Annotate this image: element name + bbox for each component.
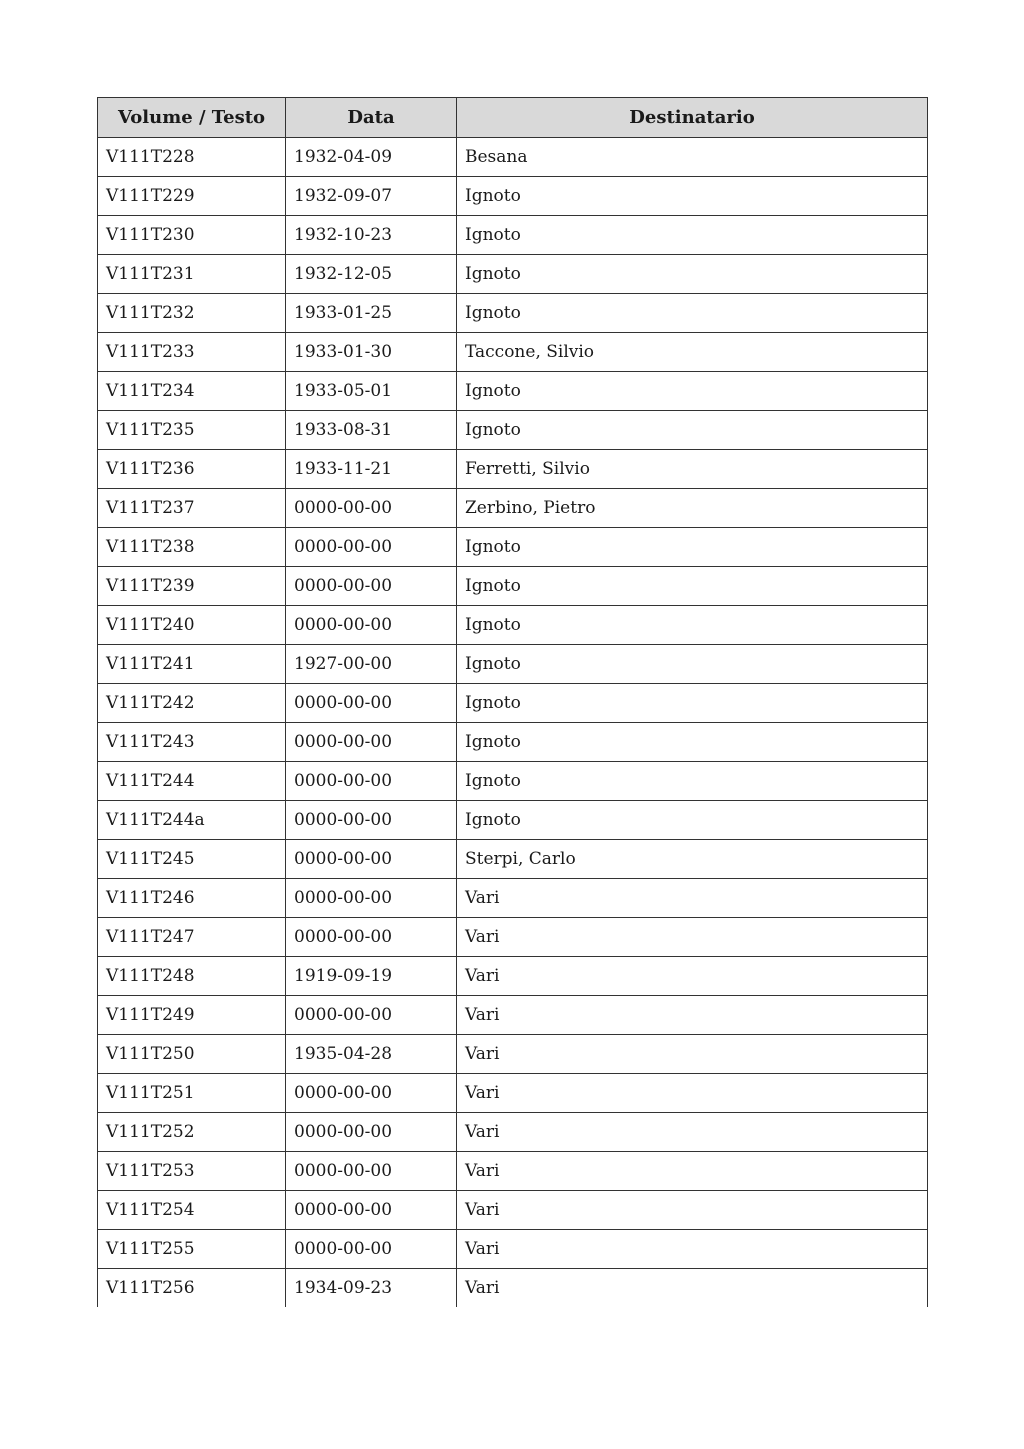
cell-volume-testo: V111T234 xyxy=(98,372,286,411)
table-row xyxy=(98,1191,928,1230)
cell-volume-testo: V111T248 xyxy=(98,957,286,996)
cell-volume-testo: V111T239 xyxy=(98,567,286,606)
cell-data: 0000-00-00 xyxy=(286,879,457,918)
cell-data: 1919-09-19 xyxy=(286,957,457,996)
cell-destinatario: Vari xyxy=(457,996,928,1035)
cell-data: 0000-00-00 xyxy=(286,918,457,957)
table-row xyxy=(98,372,928,411)
cell-data: 0000-00-00 xyxy=(286,723,457,762)
cell-data: 1932-04-09 xyxy=(286,138,457,177)
cell-destinatario: Ignoto xyxy=(457,372,928,411)
cell-volume-testo: V111T244 xyxy=(98,762,286,801)
cell-destinatario: Ignoto xyxy=(457,723,928,762)
table-row xyxy=(98,684,928,723)
cell-data: 0000-00-00 xyxy=(286,1074,457,1113)
cell-destinatario: Vari xyxy=(457,1191,928,1230)
table-row xyxy=(98,138,928,177)
cell-destinatario: Vari xyxy=(457,1269,928,1308)
cell-data: 0000-00-00 xyxy=(286,762,457,801)
cell-data: 1932-10-23 xyxy=(286,216,457,255)
cell-volume-testo: V111T232 xyxy=(98,294,286,333)
table-row xyxy=(98,255,928,294)
cell-data: 0000-00-00 xyxy=(286,840,457,879)
cell-data: 0000-00-00 xyxy=(286,1230,457,1269)
cell-destinatario: Ferretti, Silvio xyxy=(457,450,928,489)
cell-destinatario: Vari xyxy=(457,1113,928,1152)
cell-data: 1933-01-25 xyxy=(286,294,457,333)
cell-volume-testo: V111T235 xyxy=(98,411,286,450)
cell-data: 0000-00-00 xyxy=(286,996,457,1035)
column-header-data: Data xyxy=(286,98,457,138)
cell-volume-testo: V111T240 xyxy=(98,606,286,645)
table-row xyxy=(98,216,928,255)
table-row xyxy=(98,840,928,879)
table-row xyxy=(98,801,928,840)
cell-volume-testo: V111T230 xyxy=(98,216,286,255)
cell-destinatario: Ignoto xyxy=(457,645,928,684)
table-row xyxy=(98,1152,928,1191)
cell-volume-testo: V111T251 xyxy=(98,1074,286,1113)
cell-data: 0000-00-00 xyxy=(286,1191,457,1230)
column-header-volume-testo: Volume / Testo xyxy=(98,98,286,138)
cell-volume-testo: V111T236 xyxy=(98,450,286,489)
cell-volume-testo: V111T249 xyxy=(98,996,286,1035)
cell-data: 1932-09-07 xyxy=(286,177,457,216)
table-row xyxy=(98,606,928,645)
cell-data: 0000-00-00 xyxy=(286,528,457,567)
cell-data: 1927-00-00 xyxy=(286,645,457,684)
table-row xyxy=(98,450,928,489)
cell-data: 1932-12-05 xyxy=(286,255,457,294)
table-row xyxy=(98,1113,928,1152)
cell-destinatario: Vari xyxy=(457,918,928,957)
cell-volume-testo: V111T238 xyxy=(98,528,286,567)
cell-data: 0000-00-00 xyxy=(286,1113,457,1152)
table-row xyxy=(98,177,928,216)
cell-destinatario: Zerbino, Pietro xyxy=(457,489,928,528)
cell-data: 1933-08-31 xyxy=(286,411,457,450)
table-row xyxy=(98,957,928,996)
records-table xyxy=(97,97,928,1307)
cell-destinatario: Ignoto xyxy=(457,528,928,567)
table-row xyxy=(98,996,928,1035)
table-row xyxy=(98,723,928,762)
cell-destinatario: Vari xyxy=(457,1152,928,1191)
table-row xyxy=(98,411,928,450)
cell-volume-testo: V111T253 xyxy=(98,1152,286,1191)
cell-data: 1933-01-30 xyxy=(286,333,457,372)
table-row xyxy=(98,1269,928,1308)
table-row xyxy=(98,879,928,918)
cell-destinatario: Besana xyxy=(457,138,928,177)
table-header-row xyxy=(98,98,928,138)
cell-volume-testo: V111T254 xyxy=(98,1191,286,1230)
cell-destinatario: Vari xyxy=(457,957,928,996)
cell-data: 0000-00-00 xyxy=(286,801,457,840)
table-row xyxy=(98,489,928,528)
cell-destinatario: Ignoto xyxy=(457,216,928,255)
table-body xyxy=(98,138,928,1308)
cell-volume-testo: V111T252 xyxy=(98,1113,286,1152)
cell-destinatario: Ignoto xyxy=(457,801,928,840)
cell-data: 0000-00-00 xyxy=(286,489,457,528)
cell-volume-testo: V111T241 xyxy=(98,645,286,684)
cell-destinatario: Taccone, Silvio xyxy=(457,333,928,372)
cell-destinatario: Ignoto xyxy=(457,177,928,216)
cell-data: 0000-00-00 xyxy=(286,606,457,645)
cell-destinatario: Ignoto xyxy=(457,294,928,333)
cell-volume-testo: V111T243 xyxy=(98,723,286,762)
cell-volume-testo: V111T256 xyxy=(98,1269,286,1308)
cell-destinatario: Vari xyxy=(457,879,928,918)
cell-data: 1933-05-01 xyxy=(286,372,457,411)
table-row xyxy=(98,1035,928,1074)
cell-volume-testo: V111T244a xyxy=(98,801,286,840)
table-row xyxy=(98,645,928,684)
cell-volume-testo: V111T247 xyxy=(98,918,286,957)
cell-data: 0000-00-00 xyxy=(286,567,457,606)
cell-data: 1933-11-21 xyxy=(286,450,457,489)
table-row xyxy=(98,762,928,801)
cell-data: 1934-09-23 xyxy=(286,1269,457,1308)
table-row xyxy=(98,918,928,957)
table-row xyxy=(98,567,928,606)
table-row xyxy=(98,1230,928,1269)
cell-volume-testo: V111T233 xyxy=(98,333,286,372)
cell-destinatario: Ignoto xyxy=(457,684,928,723)
cell-destinatario: Ignoto xyxy=(457,762,928,801)
cell-volume-testo: V111T245 xyxy=(98,840,286,879)
cell-destinatario: Vari xyxy=(457,1035,928,1074)
cell-destinatario: Vari xyxy=(457,1230,928,1269)
cell-destinatario: Ignoto xyxy=(457,567,928,606)
cell-volume-testo: V111T229 xyxy=(98,177,286,216)
table-row xyxy=(98,1074,928,1113)
cell-volume-testo: V111T250 xyxy=(98,1035,286,1074)
cell-destinatario: Sterpi, Carlo xyxy=(457,840,928,879)
cell-destinatario: Ignoto xyxy=(457,411,928,450)
cell-volume-testo: V111T255 xyxy=(98,1230,286,1269)
cell-volume-testo: V111T242 xyxy=(98,684,286,723)
cell-volume-testo: V111T237 xyxy=(98,489,286,528)
cell-data: 0000-00-00 xyxy=(286,1152,457,1191)
table-row xyxy=(98,294,928,333)
cell-data: 0000-00-00 xyxy=(286,684,457,723)
cell-volume-testo: V111T228 xyxy=(98,138,286,177)
cell-volume-testo: V111T231 xyxy=(98,255,286,294)
cell-volume-testo: V111T246 xyxy=(98,879,286,918)
cell-destinatario: Vari xyxy=(457,1074,928,1113)
cell-destinatario: Ignoto xyxy=(457,606,928,645)
cell-destinatario: Ignoto xyxy=(457,255,928,294)
table-row xyxy=(98,528,928,567)
table-row xyxy=(98,333,928,372)
column-header-destinatario: Destinatario xyxy=(457,98,928,138)
cell-data: 1935-04-28 xyxy=(286,1035,457,1074)
